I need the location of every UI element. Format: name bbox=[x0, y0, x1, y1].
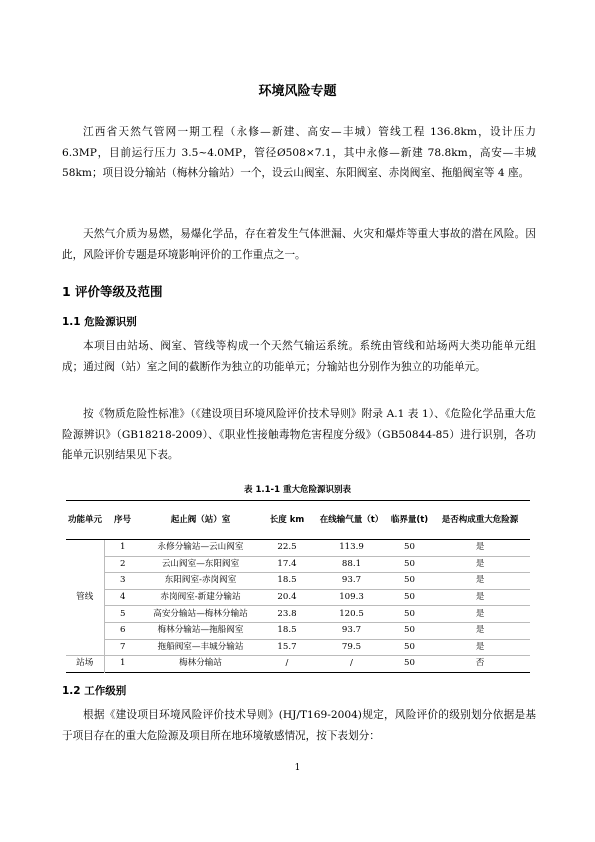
cell-no: 2 bbox=[104, 556, 141, 573]
cell-segment: 梅林分输站 bbox=[179, 658, 222, 669]
unit-cell: 管线 bbox=[66, 540, 104, 656]
cell-threshold: 50 bbox=[389, 540, 430, 557]
table-row bbox=[66, 589, 530, 606]
table-caption: 表 1.1-1 重大危险源识别表 bbox=[244, 485, 351, 495]
table-row bbox=[66, 606, 530, 623]
unit-cell: 站场 bbox=[66, 656, 104, 673]
cell-no: 6 bbox=[104, 622, 141, 639]
cell-segment: 高安分输站—梅林分输站 bbox=[141, 606, 260, 623]
cell-length: 23.8 bbox=[260, 606, 314, 623]
cell-threshold: 50 bbox=[389, 556, 430, 573]
header-unit: 功能单元 bbox=[66, 501, 104, 540]
header-length: 长度 km bbox=[260, 501, 314, 540]
cell-inventory: / bbox=[350, 658, 353, 669]
cell-length: 18.5 bbox=[260, 622, 314, 639]
section-1-heading: 1 评价等级及范围 bbox=[62, 284, 163, 299]
table-row bbox=[66, 540, 530, 557]
cell-major: 是 bbox=[430, 573, 530, 590]
table-row bbox=[66, 639, 530, 656]
cell-inventory: 120.5 bbox=[314, 606, 389, 623]
cell-inventory: 109.3 bbox=[314, 589, 389, 606]
table-row bbox=[66, 573, 530, 590]
cell-no: 7 bbox=[104, 639, 141, 656]
cell-inventory: 79.5 bbox=[314, 639, 389, 656]
cell-major: 是 bbox=[430, 556, 530, 573]
header-segment: 起止阀（站）室 bbox=[141, 501, 260, 540]
table-row bbox=[66, 656, 530, 673]
header-no: 序号 bbox=[104, 501, 141, 540]
cell-major: 是 bbox=[430, 639, 530, 656]
cell-no: 3 bbox=[104, 573, 141, 590]
cell-length: / bbox=[285, 658, 289, 669]
section-1-2-paragraph-1: 根据《建设项目环境风险评价技术导则》(HJ/T169-2004)规定，风险评价的级别划分依据是基于项目存在的重大危险源及项目所在地环境敏感情况，按下表划分： bbox=[62, 709, 536, 742]
cell-inventory: 113.9 bbox=[314, 540, 389, 557]
cell-threshold: 50 bbox=[389, 639, 430, 656]
cell-no: 4 bbox=[104, 589, 141, 606]
cell-segment: 东阳阀室-赤岗阀室 bbox=[141, 573, 260, 590]
cell-inventory: 93.7 bbox=[314, 573, 389, 590]
header-threshold: 临界量(t) bbox=[389, 501, 430, 540]
intro-paragraph-2: 天然气介质为易燃，易爆化学品，存在着发生气体泄漏、火灾和爆炸等重大事故的潜在风险。因此，风险评价专题是环境影响评价的工作重点之一。 bbox=[62, 228, 536, 261]
cell-segment: 梅林分输站—拖船阀室 bbox=[141, 622, 260, 639]
section-1-1-paragraph-1: 本项目由站场、阀室、管线等构成一个天然气输运系统。系统由管线和站场两大类功能单元组成；通过阀（站）室之间的截断作为独立的功能单元；分输站也分别作为独立的功能单元。 bbox=[62, 340, 536, 373]
table-header-row bbox=[66, 501, 530, 540]
table-row bbox=[66, 556, 530, 573]
cell-length: 22.5 bbox=[260, 540, 314, 557]
section-1-2-heading: 1.2 工作级别 bbox=[62, 685, 127, 697]
cell-threshold: 50 bbox=[389, 573, 430, 590]
cell-segment: 云山阀室—东阳阀室 bbox=[141, 556, 260, 573]
cell-inventory: 88.1 bbox=[314, 556, 389, 573]
intro-paragraph-1: 江西省天然气管网一期工程（永修—新建、高安—丰城）管线工程 136.8km，设计压力 6.3MP，目前运行压力 3.5~4.0MP，管径Ø508×7.1，其中永修—新建 78.8km，高安—丰城 58km；项目设分输站（梅林分输站）一个，设云山阀室、东阳阀室、赤岗阀室、拖船阀室等 4 座。 bbox=[62, 126, 536, 179]
table-row bbox=[66, 622, 530, 639]
cell-length: 18.5 bbox=[260, 573, 314, 590]
cell-no: 1 bbox=[120, 658, 126, 669]
section-1-1-paragraph-2: 按《物质危险性标准》（《建设项目环境风险评价技术导则》附录 A.1 表 1）、《危险化学品重大危险源辨识》（GB18218-2009）、《职业性接触毒物危害程度分级》（GB50844-85）进行识别，各功能单元识别结果见下表。 bbox=[62, 408, 536, 461]
hazard-table bbox=[66, 500, 530, 673]
cell-major: 否 bbox=[475, 658, 485, 669]
cell-major: 是 bbox=[430, 622, 530, 639]
section-1-1-heading: 1.1 危险源识别 bbox=[62, 316, 137, 328]
cell-no: 1 bbox=[104, 540, 141, 557]
cell-inventory: 93.7 bbox=[314, 622, 389, 639]
cell-threshold: 50 bbox=[389, 589, 430, 606]
page-title: 环境风险专题 bbox=[258, 84, 337, 99]
cell-segment: 拖船阀室—丰城分输站 bbox=[141, 639, 260, 656]
cell-segment: 永修分输站—云山阀室 bbox=[141, 540, 260, 557]
cell-threshold: 50 bbox=[389, 606, 430, 623]
cell-major: 是 bbox=[430, 606, 530, 623]
cell-segment: 赤岗阀室-新建分输站 bbox=[141, 589, 260, 606]
cell-major: 是 bbox=[430, 540, 530, 557]
cell-threshold: 50 bbox=[404, 658, 415, 669]
header-inventory: 在线输气量（t） bbox=[314, 501, 389, 540]
cell-length: 17.4 bbox=[260, 556, 314, 573]
cell-length: 15.7 bbox=[260, 639, 314, 656]
cell-length: 20.4 bbox=[260, 589, 314, 606]
cell-no: 5 bbox=[104, 606, 141, 623]
page-number: 1 bbox=[294, 763, 301, 773]
cell-major: 是 bbox=[430, 589, 530, 606]
header-major: 是否构成重大危险源 bbox=[430, 501, 530, 540]
cell-threshold: 50 bbox=[389, 622, 430, 639]
